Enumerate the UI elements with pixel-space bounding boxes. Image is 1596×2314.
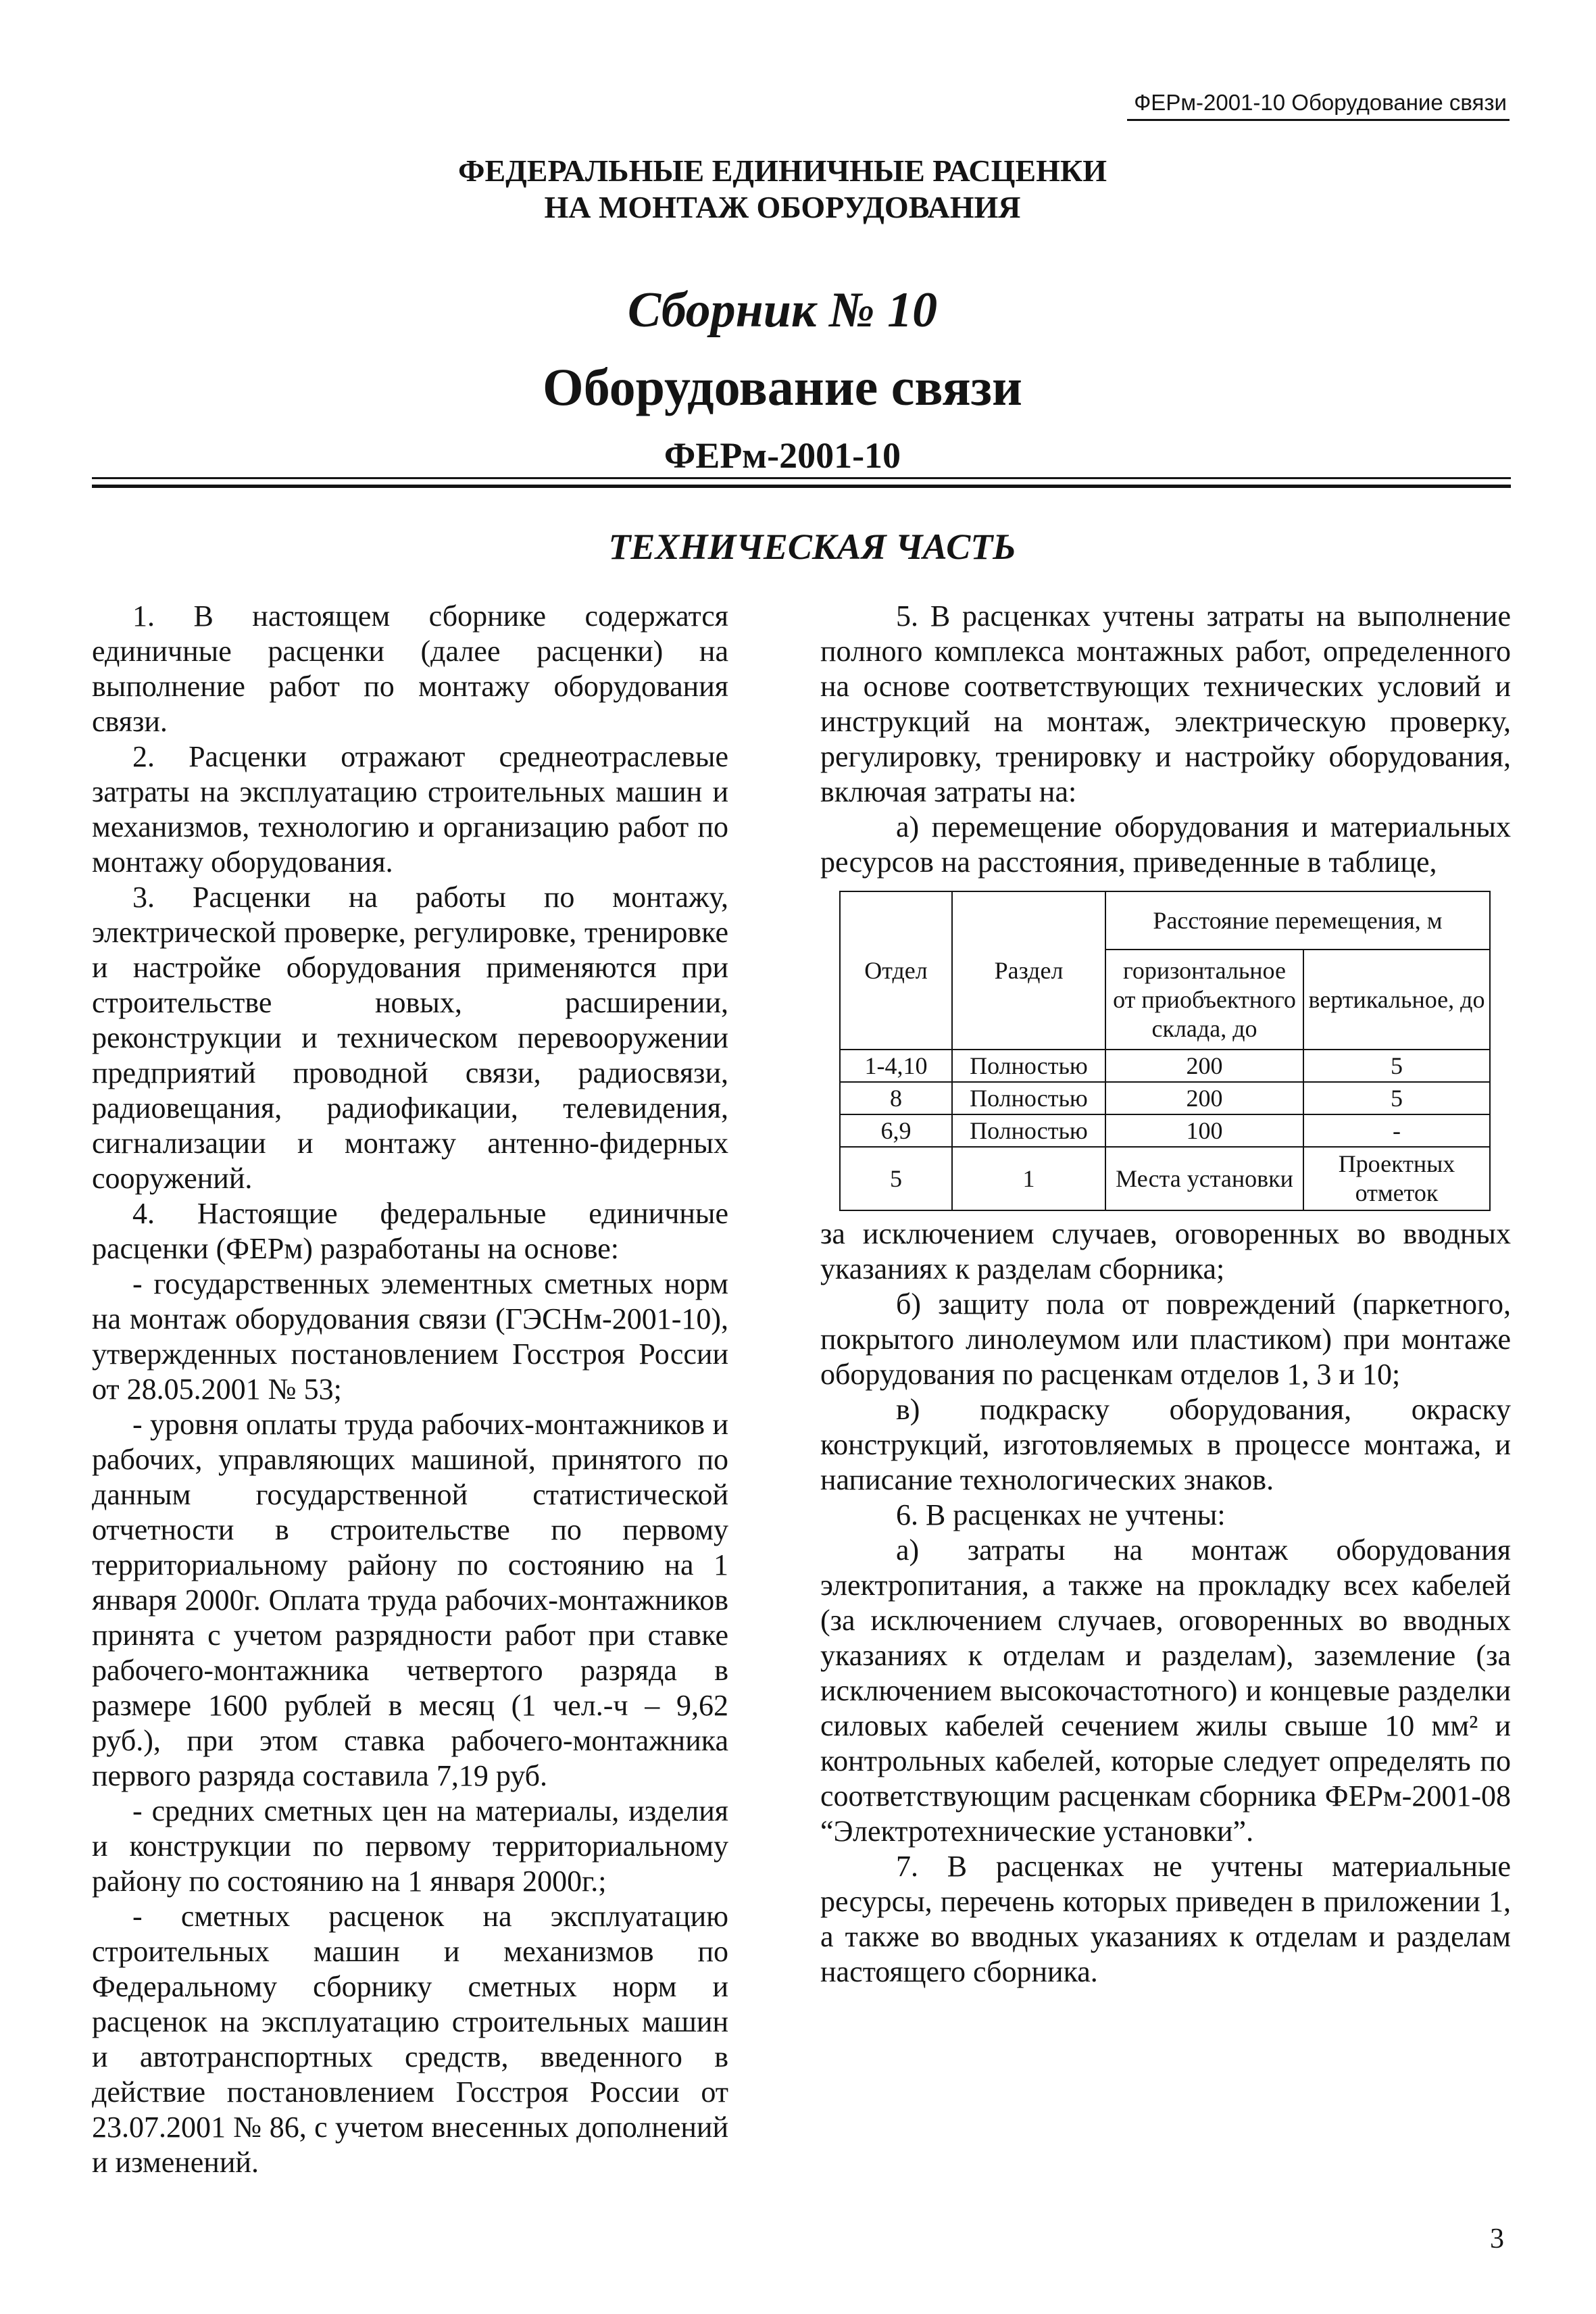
included-item-c: в) подкраску оборудования, окраску конструкций, изготовляемых в процессе монтажа, и написание технологических знаков. [820,1393,1511,1496]
table-cell-section: 8 [840,1082,952,1114]
table-cell-horizontal: 200 [1105,1082,1303,1114]
paragraph-1: 1. В настоящем сборнике содержатся единичные расценки (далее расценки) на выполнение работ по монтажу оборудования связи. [92,599,728,738]
right-column [820,599,1511,1990]
paragraph-3: 3. Расценки на работы по монтажу, электрической проверке, регулировке, тренировке и настройке оборудования применяются при строительстве новых, расширении, реконструкции и техническом перевооружении предприятий проводной связи, радиосвязи, радиовещания, радиофикации, телевидения, сигнализации и монтажу антенно-фидерных сооружений. [92,881,728,1195]
table-cell-horizontal: 200 [1105,1050,1303,1082]
table-header-distance: Расстояние перемещения, м [1105,891,1490,950]
table-header-row [840,891,1490,950]
paragraph-4: 4. Настоящие федеральные единичные расценки (ФЕРм) разработаны на основе: [92,1197,728,1265]
collection-code: ФЕРм-2001-10 [664,435,901,476]
table-continuation-text: за исключением случаев, оговоренных во вводных указаниях к разделам сборника; [820,1217,1511,1285]
paragraph-2: 2. Расценки отражают среднеотраслевые затраты на эксплуатацию строительных машин и механизмов, технологию и организацию работ по монтажу оборудования. [92,740,728,879]
table-header-horizontal: горизонтальное от приобъектного склада, до [1105,950,1303,1050]
table-cell-vertical: - [1303,1114,1490,1147]
table-header-subsection: Раздел [952,891,1105,1050]
table-row [840,1082,1490,1114]
table-cell-subsection: Полностью [952,1114,1105,1147]
left-column [92,599,728,2180]
table-cell-section: 5 [840,1147,952,1210]
running-header: ФЕРм-2001-10 Оборудование связи [1127,89,1510,121]
title-line-1: ФЕДЕРАЛЬНЫЕ ЕДИНИЧНЫЕ РАСЦЕНКИ [457,153,1107,188]
page-number: 3 [1490,2223,1504,2255]
basis-item-4: - сметных расценок на эксплуатацию строительных машин и механизмов по Федеральному сборнику сметных норм и расценок на эксплуатацию строительных машин и автотранспортных средств, введенного в действие постановлением Госстроя России от 23.07.2001 № 86, с учетом внесенных дополнений и изменений. [92,1900,728,2179]
table-cell-subsection: 1 [952,1147,1105,1210]
table-row [840,1050,1490,1082]
table-cell-subsection: Полностью [952,1082,1105,1114]
table-row [840,1114,1490,1147]
basis-item-3: - средних сметных цен на материалы, изделия и конструкции по первому территориальному району по состоянию на 1 января 2000г.; [92,1794,728,1898]
included-item-a: а) перемещение оборудования и материальных ресурсов на расстояния, приведенные в таблице, [820,810,1511,879]
table-cell-vertical: 5 [1303,1050,1490,1082]
table-cell-horizontal: Места установки [1105,1147,1303,1210]
collection-title: Сборник № 10 [627,282,938,338]
table-cell-subsection: Полностью [952,1050,1105,1082]
basis-item-2: - уровня оплаты труда рабочих-монтажников и рабочих, управляющих машиной, принятого по данным государственной статистической отчетности в строительстве по первому территориальному району по состоянию на 1 января 2000г. Оплата труда рабочих-монтажников принята с учетом разрядности работ при ставке рабочего-монтажника четвертого разряда в размере 1600 рублей в месяц (1 чел.-ч – 9,62 руб.), при этом ставка рабочего-монтажника первого разряда составила 7,19 руб. [92,1408,728,1792]
double-rule-divider [92,477,1511,488]
included-item-b: б) защиту пола от повреждений (паркетного, покрытого линолеумом или пластиком) при монтаже оборудования по расценкам отделов 1, 3 и 10; [820,1287,1511,1391]
table-cell-vertical: 5 [1303,1082,1490,1114]
table-cell-vertical: Проектных отметок [1303,1147,1490,1210]
basis-item-1: - государственных элементных сметных норм на монтаж оборудования связи (ГЭСНм-2001-10), утвержденных постановлением Госстроя России от 28.05.2001 № 53; [92,1267,728,1406]
paragraph-5: 5. В расценках учтены затраты на выполнение полного комплекса монтажных работ, определенного на основе соответствующих технических условий и инструкций на монтаж, электрическую проверку, регулировку, тренировку и настройку оборудования, включая затраты на: [820,599,1511,808]
paragraph-6: 6. В расценках не учтены: [896,1498,1226,1531]
table-header-section: Отдел [840,891,952,1050]
section-title: ТЕХНИЧЕСКАЯ ЧАСТЬ [608,526,1016,567]
subject-title: Оборудование связи [543,358,1022,416]
paragraph-7: 7. В расценках не учтены материальные ресурсы, перечень которых приведен в приложении 1, а также во вводных указаниях к отделам и разделам настоящего сборника. [820,1850,1511,1988]
table-row [840,1147,1490,1210]
table-cell-horizontal: 100 [1105,1114,1303,1147]
excluded-item-a: а) затраты на монтаж оборудования электропитания, а также на прокладку всех кабелей (за исключением случаев, оговоренных во вводных указаниях к отделам и разделам), заземление (за исключением высокочастотного) и концевые разделки силовых кабелей сечением жилы свыше 10 мм² и контрольных кабелей, которые следует определять по соответствующим расценкам сборника ФЕРм-2001-08 “Электротехнические установки”. [820,1533,1511,1848]
title-line-2: НА МОНТАЖ ОБОРУДОВАНИЯ [544,190,1021,224]
table-cell-section: 6,9 [840,1114,952,1147]
distance-table [839,891,1491,1211]
table-cell-section: 1-4,10 [840,1050,952,1082]
table-header-vertical: вертикальное, до [1303,950,1490,1050]
